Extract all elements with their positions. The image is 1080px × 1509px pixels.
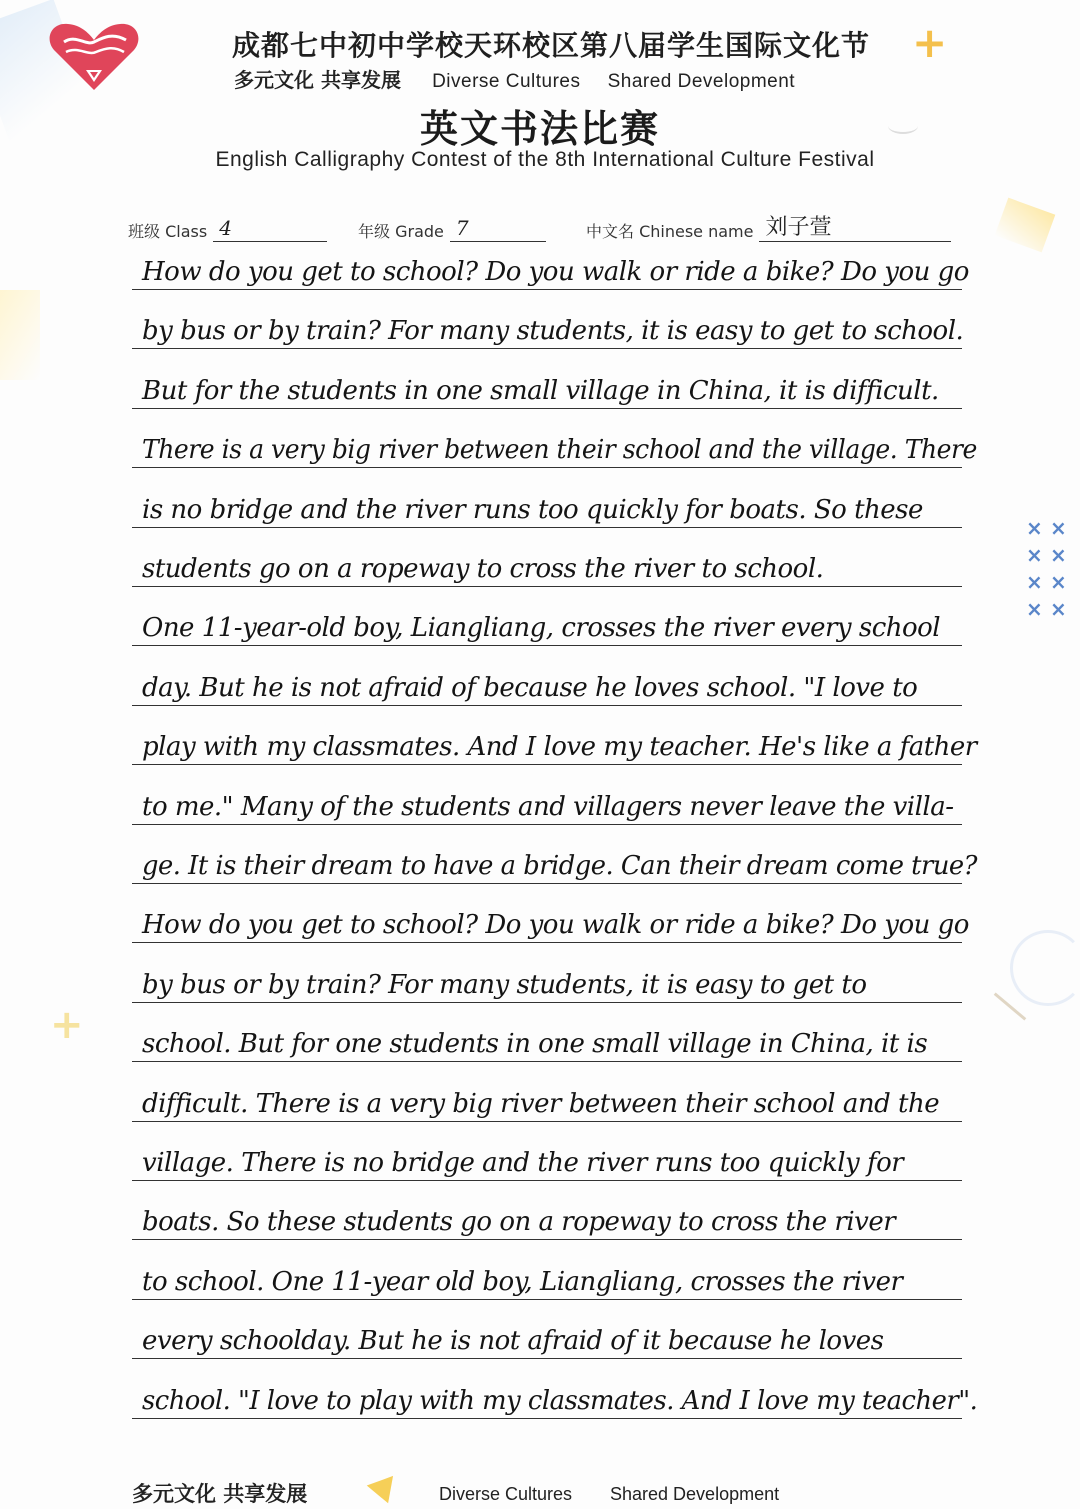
writing-line — [132, 1385, 978, 1419]
handwritten-text: How do you get to school? Do you walk or ride a bike? Do you go — [142, 910, 969, 941]
handwritten-text: is no bridge and the river runs too quickly for boats. So these — [142, 494, 923, 525]
writing-line — [132, 1029, 962, 1062]
footer-slogan-english-2: Shared Development — [610, 1484, 780, 1504]
festival-title: 成都七中初中学校天环校区第八届学生国际文化节 — [232, 29, 871, 62]
writing-line — [132, 969, 962, 1003]
contest-title-chinese: 英文书法比赛 — [419, 107, 660, 151]
handwritten-text: by bus or by train? For many students, it is easy to get to — [142, 969, 867, 1000]
plus-icon: + — [912, 18, 948, 67]
handwritten-text: ge. It is their dream to have a bridge. Can their dream come true? — [142, 851, 978, 881]
grade-value: 7 — [450, 217, 546, 242]
handwritten-text: students go on a ropeway to cross the river to school. — [142, 554, 824, 584]
writing-line — [132, 1207, 962, 1240]
writing-line — [132, 1326, 962, 1359]
ruled-line — [132, 1061, 962, 1062]
writing-line — [132, 435, 977, 468]
handwritten-text: to school. One 11-year old boy, Liangliang, crosses the river — [142, 1266, 903, 1297]
writing-line — [132, 732, 977, 765]
ruled-line — [132, 527, 962, 528]
handwritten-text: to me." Many of the students and villagers never leave the villa- — [142, 791, 954, 822]
handwritten-text: school. "I love to play with my classmates. And I love my teacher". — [142, 1385, 978, 1416]
writing-line — [132, 613, 962, 646]
handwritten-text: There is a very big river between their school and the village. There — [142, 435, 977, 466]
writing-line — [132, 672, 962, 706]
footer — [132, 1478, 932, 1508]
handwritten-text: day. But he is not afraid of because he loves school. "I love to — [142, 672, 918, 703]
writing-line — [132, 1266, 962, 1300]
writing-line — [132, 316, 964, 349]
writing-line — [132, 375, 962, 409]
handwritten-text: every schoolday. But he is not afraid of it because he loves — [142, 1326, 884, 1357]
handwritten-text: school. But for one students in one small village in China, it is — [142, 1029, 928, 1060]
slogan-english-2: Shared Development — [607, 71, 796, 92]
ruled-line — [132, 1180, 962, 1181]
writing-line — [132, 554, 962, 587]
handwritten-text: But for the students in one small village in China, it is difficult. — [142, 375, 939, 406]
ruled-line — [132, 942, 962, 943]
writing-line — [132, 494, 962, 528]
handwritten-text: difficult. There is a very big river between their school and the — [142, 1088, 940, 1119]
cross-pattern-icon: × × × × × × × × — [1026, 516, 1067, 621]
grade-label: 年级 Grade — [358, 222, 444, 241]
writing-line — [132, 910, 969, 943]
writing-line — [132, 1148, 962, 1181]
ruled-line — [132, 1299, 962, 1300]
class-label: 班级 Class — [128, 222, 208, 241]
handwritten-text: village. There is no bridge and the river runs too quickly for — [142, 1148, 904, 1178]
handwritten-text: play with my classmates. And I love my teacher. He's like a father — [142, 732, 977, 763]
slogan-chinese: 多元文化 共享发展 — [234, 68, 401, 92]
ruled-line — [132, 586, 962, 587]
ruled-line — [132, 824, 962, 825]
ruled-line — [132, 705, 962, 706]
writing-line — [132, 851, 978, 884]
plus-icon: + — [50, 1002, 84, 1048]
handwritten-text: boats. So these students go on a ropeway to cross the river — [142, 1207, 896, 1238]
ruled-line — [132, 348, 962, 349]
ruled-line — [132, 1121, 962, 1122]
class-value: 4 — [213, 217, 327, 242]
ruled-line — [132, 1358, 962, 1359]
ruled-line — [132, 289, 962, 290]
ruled-line — [132, 1239, 962, 1240]
writing-line — [132, 257, 969, 290]
ruled-line — [132, 883, 962, 884]
handwritten-text: How do you get to school? Do you walk or ride a bike? Do you go — [142, 257, 969, 287]
ruled-line — [132, 467, 962, 468]
writing-line — [132, 1088, 962, 1122]
handwritten-text: by bus or by train? For many students, it is easy to get to school. — [142, 316, 964, 347]
ruled-line — [132, 1002, 962, 1003]
ruled-line — [132, 1418, 962, 1419]
ruled-line — [132, 408, 962, 409]
writing-line — [132, 791, 962, 825]
ruled-line — [132, 645, 962, 646]
slogan-english-1: Diverse Cultures — [432, 71, 581, 92]
chinese-name-value: 刘子萱 — [759, 217, 951, 242]
footer-slogan-chinese: 多元文化 共享发展 — [132, 1482, 308, 1506]
footer-slogan-english-1: Diverse Cultures — [439, 1484, 573, 1504]
ruled-line — [132, 764, 962, 765]
contest-title-english: English Calligraphy Contest of the 8th International Culture Festival — [215, 148, 875, 171]
handwritten-text: One 11-year-old boy, Liangliang, crosses the river every school — [142, 613, 941, 644]
chinese-name-label: 中文名 Chinese name — [586, 222, 754, 241]
